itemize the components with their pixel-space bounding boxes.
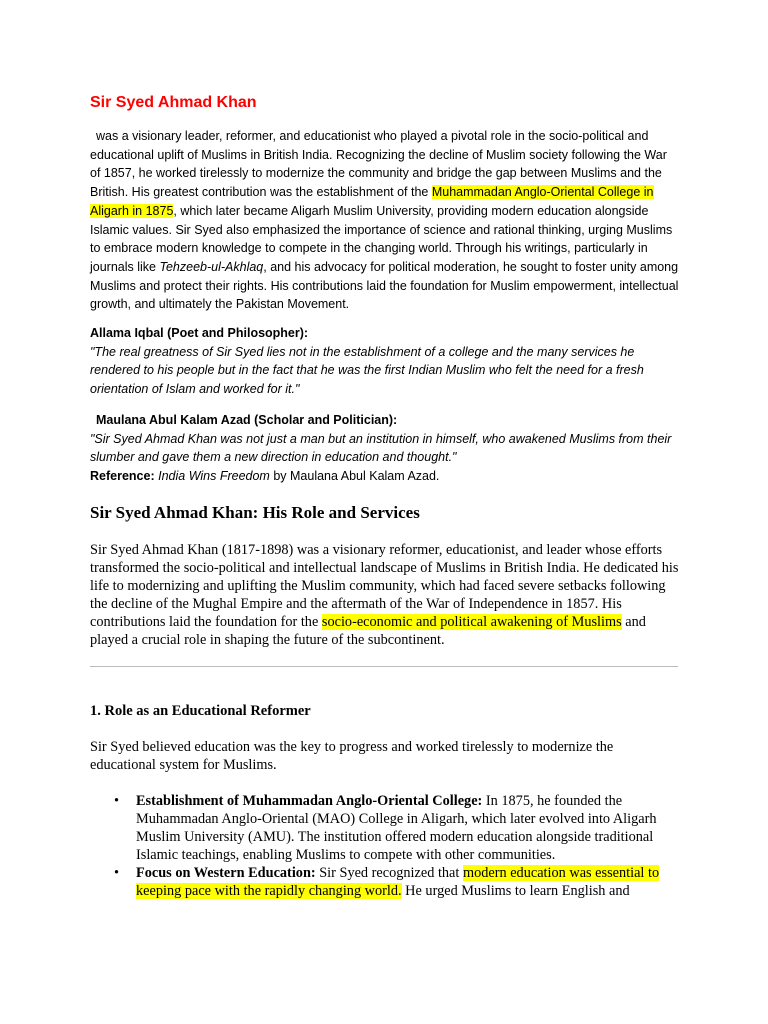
reference-label: Reference: [90,469,155,484]
role-text-2: and played a crucial role in shaping the future of the subcontinent. [90,614,646,648]
role-highlight: socio-economic and political awakening of Muslims [321,614,622,630]
role-paragraph [90,541,682,649]
intro-text-2: , which later became Aligarh Muslim University, providing modern education alongside Islamic values. Sir Syed also emphasized the importance of science and rational thinking, urging Muslims to embrace modern knowledge to compete in the changing world. Through his writings, particularly in journals like [90,203,673,274]
bullet-1-text: In 1875, he founded the Muhammadan Anglo-Oriental (MAO) College in Aligarh, which later evolved into Aligarh Muslim University (AMU). The institution offered modern education alongside traditional Islamic teachings, enabling Muslims to compete with other communities. [136,793,657,863]
intro-highlight-mao-college: Muhammadan Anglo-Oriental College in Aligarh in 1875 [90,185,654,218]
iqbal-quote: "The real greatness of Sir Syed lies not in the establishment of a college and the many services he rendered to his people but in the fact that he was the first Indian Muslim who felt the need for a fresh orientation of Islam and worked for it." [90,344,644,397]
list-item [90,864,682,900]
education-section-heading: 1. Role as an Educational Reformer [90,703,311,719]
role-text-1: Sir Syed Ahmad Khan (1817-1898) was a visionary reformer, educationist, and leader whose efforts transformed the socio-political and intellectual landscape of Muslims in British India. He dedicated his life to modernizing and uplifting the Muslim community, which had faced severe setbacks following the decline of the Mughal Empire and the aftermath of the War of Independence in 1857. His contributions laid the foundation for the [90,542,679,630]
horizontal-divider [90,666,678,667]
bullet-icon: • [114,865,120,881]
iqbal-quote-block [90,324,680,399]
bullet-2-highlight: modern education was essential to keeping pace with the rapidly changing world. [136,865,660,899]
document-title: Sir Syed Ahmad Khan [90,94,257,111]
intro-paragraph [90,127,680,314]
azad-label: Maulana Abul Kalam Azad (Scholar and Politician): [96,413,398,427]
reference-line [90,467,680,486]
azad-quote: "Sir Syed Ahmad Khan was not just a man but an institution in himself, who awakened Muslims from their slumber and gave them a new direction in education and thought." [90,431,672,465]
bullet-2-text-after: He urged Muslims to learn English and [401,883,630,899]
intro-text-3: , and his advocacy for political moderation, he sought to foster unity among Muslims and protect their rights. His contributions laid the foundation for Muslim empowerment, intellectual growth, and ultimately the Pakistan Movement. [90,259,679,312]
intro-text-1: was a visionary leader, reformer, and educationist who played a pivotal role in the socio-political and educational uplift of Muslims in British India. Recognizing the decline of Muslim society following the War of 1857, he worked tirelessly to modernize the community and bridge the gap between Muslims and the British. His greatest contribution was the establishment of the [90,129,667,200]
reference-book-title: India Wins Freedom [158,469,270,484]
education-bullet-list [90,792,682,900]
intro-journal-name: Tehzeeb-ul-Akhlaq [159,259,264,274]
education-paragraph: Sir Syed believed education was the key to progress and worked tirelessly to modernize the educational system for Muslims. [90,739,614,773]
azad-quote-block [90,411,680,486]
role-section-heading: Sir Syed Ahmad Khan: His Role and Services [90,503,420,522]
bullet-icon: • [114,793,120,809]
bullet-2-title: Focus on Western Education: [136,865,316,881]
reference-tail: by Maulana Abul Kalam Azad. [269,469,440,484]
iqbal-label: Allama Iqbal (Poet and Philosopher): [90,326,309,340]
list-item [90,792,682,864]
bullet-2-text-before: Sir Syed recognized that [315,865,463,881]
bullet-1-title: Establishment of Muhammadan Anglo-Oriental College: [136,793,483,809]
